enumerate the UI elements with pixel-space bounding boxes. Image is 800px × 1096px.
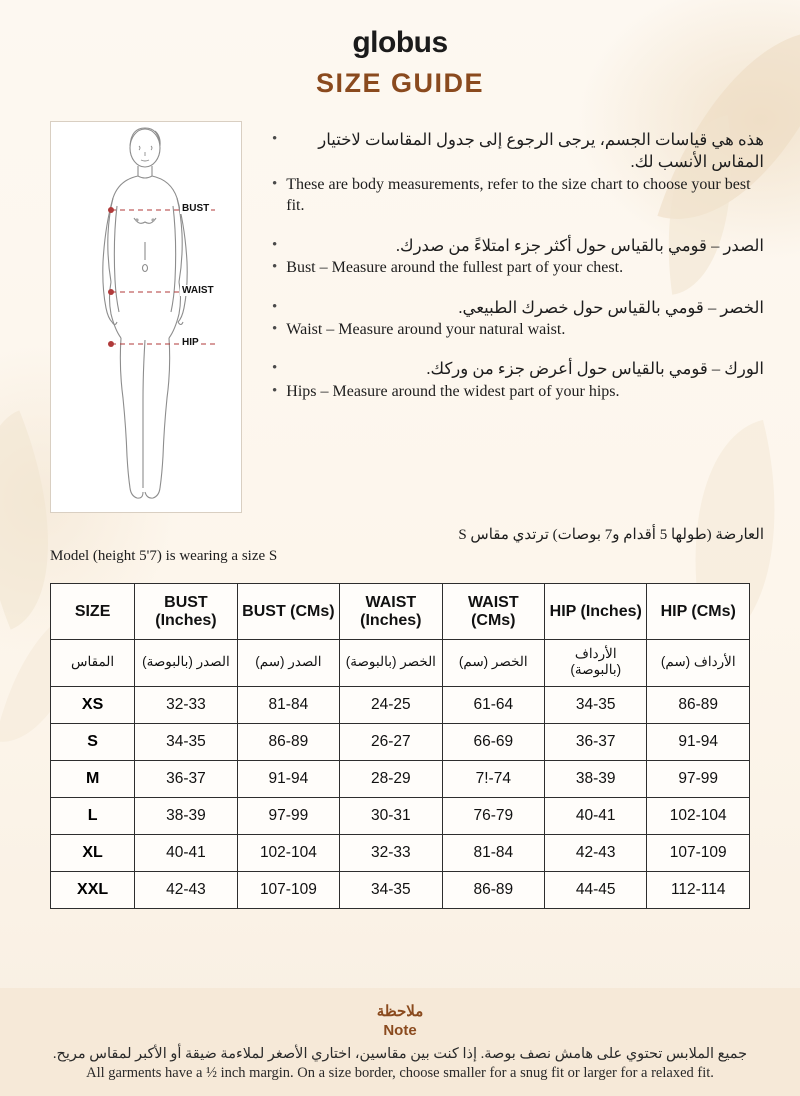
column-header: SIZE xyxy=(51,584,135,640)
column-header-arabic: الأرداف (سم) xyxy=(647,639,750,686)
column-header: HIP (CMs) xyxy=(647,584,750,640)
cell-waist-cms: 76-79 xyxy=(442,798,544,835)
cell-bust-cms: 81-84 xyxy=(237,687,339,724)
cell-hip-cms: 112-114 xyxy=(647,872,750,909)
table-header-row-en xyxy=(51,584,750,640)
cell-bust-inches: 42-43 xyxy=(135,872,237,909)
cell-bust-cms: 86-89 xyxy=(237,724,339,761)
column-header-arabic: الصدر (بالبوصة) xyxy=(135,639,237,686)
cell-waist-inches: 32-33 xyxy=(340,835,442,872)
column-header-arabic: الخصر (سم) xyxy=(442,639,544,686)
bullet-dot-icon: • xyxy=(272,236,278,253)
bullet-dot-icon: • xyxy=(272,320,278,337)
table-row xyxy=(51,798,750,835)
model-note-arabic: العارضة (طولها 5 أقدام و7 بوصات) ترتدي مقاس S xyxy=(458,527,764,543)
instruction-item xyxy=(272,297,764,341)
bullet-dot-icon: • xyxy=(272,360,278,377)
cell-hip-cms: 97-99 xyxy=(647,761,750,798)
cell-hip-cms: 102-104 xyxy=(647,798,750,835)
column-header: WAIST (Inches) xyxy=(340,584,442,640)
cell-bust-inches: 38-39 xyxy=(135,798,237,835)
cell-hip-inches: 44-45 xyxy=(545,872,647,909)
table-row xyxy=(51,872,750,909)
cell-bust-inches: 32-33 xyxy=(135,687,237,724)
cell-size: L xyxy=(51,798,135,835)
bullet-dot-icon: • xyxy=(272,175,278,192)
instructions-list xyxy=(272,121,764,513)
cell-waist-cms: 7!-74 xyxy=(442,761,544,798)
bullet-dot-icon: • xyxy=(272,382,278,399)
size-chart-table xyxy=(50,583,750,909)
instruction-arabic: الخصر – قومي بالقياس حول خصرك الطبيعي. xyxy=(458,297,764,317)
cell-hip-inches: 38-39 xyxy=(545,761,647,798)
instruction-english: Waist – Measure around your natural waist. xyxy=(286,320,566,338)
table-row xyxy=(51,835,750,872)
instruction-english: Bust – Measure around the fullest part of your chest. xyxy=(286,258,624,276)
cell-hip-inches: 40-41 xyxy=(545,798,647,835)
cell-bust-cms: 102-104 xyxy=(237,835,339,872)
cell-size: XS xyxy=(51,687,135,724)
note-label-arabic: ملاحظة xyxy=(376,1003,424,1020)
column-header-arabic: الصدر (سم) xyxy=(237,639,339,686)
cell-waist-inches: 24-25 xyxy=(340,687,442,724)
cell-size: XL xyxy=(51,835,135,872)
table-row xyxy=(51,761,750,798)
cell-size: S xyxy=(51,724,135,761)
column-header-arabic: الخصر (بالبوصة) xyxy=(340,639,442,686)
cell-waist-inches: 30-31 xyxy=(340,798,442,835)
brand-logo: globus xyxy=(352,26,448,59)
column-header: BUST (CMs) xyxy=(237,584,339,640)
note-body-english: All garments have a ½ inch margin. On a size border, choose smaller for a snug fit or larger for a relaxed fit. xyxy=(86,1065,714,1081)
note-body-arabic: جميع الملابس تحتوي على هامش نصف بوصة. إذا كنت بين مقاسين، اختاري الأصغر لملاءمة ضيقة أو الأكبر لمقاس مريح. xyxy=(52,1046,748,1062)
cell-hip-cms: 107-109 xyxy=(647,835,750,872)
cell-bust-cms: 91-94 xyxy=(237,761,339,798)
table-row xyxy=(51,687,750,724)
cell-bust-cms: 97-99 xyxy=(237,798,339,835)
cell-bust-inches: 36-37 xyxy=(135,761,237,798)
cell-bust-cms: 107-109 xyxy=(237,872,339,909)
page-title: SIZE GUIDE xyxy=(315,68,485,98)
table-row xyxy=(51,724,750,761)
column-header: BUST (Inches) xyxy=(135,584,237,640)
cell-hip-cms: 91-94 xyxy=(647,724,750,761)
column-header: WAIST (CMs) xyxy=(442,584,544,640)
column-header-arabic: الأرداف (بالبوصة) xyxy=(545,639,647,686)
model-note-english: Model (height 5'7) is wearing a size S xyxy=(50,548,278,564)
cell-hip-inches: 42-43 xyxy=(545,835,647,872)
model-figure-illustration xyxy=(50,121,242,513)
page-header xyxy=(0,0,800,99)
cell-waist-inches: 28-29 xyxy=(340,761,442,798)
instruction-item xyxy=(272,235,764,279)
note-label-english: Note xyxy=(383,1022,417,1039)
instruction-arabic: الصدر – قومي بالقياس حول أكثر جزء امتلاءً من صدرك. xyxy=(395,235,764,255)
bullet-dot-icon: • xyxy=(272,298,278,315)
figure-label-bust: BUST xyxy=(182,203,210,214)
figure-label-hip: HIP xyxy=(182,337,199,348)
cell-hip-cms: 86-89 xyxy=(647,687,750,724)
cell-waist-inches: 26-27 xyxy=(340,724,442,761)
bullet-dot-icon: • xyxy=(272,131,278,147)
footer-note xyxy=(0,988,800,1096)
cell-waist-inches: 34-35 xyxy=(340,872,442,909)
cell-waist-cms: 61-64 xyxy=(442,687,544,724)
figure-label-waist: WAIST xyxy=(182,285,214,296)
column-header-arabic: المقاس xyxy=(51,639,135,686)
column-header: HIP (Inches) xyxy=(545,584,647,640)
cell-hip-inches: 36-37 xyxy=(545,724,647,761)
cell-waist-cms: 86-89 xyxy=(442,872,544,909)
instruction-arabic: هذه هي قياسات الجسم، يرجى الرجوع إلى جدول المقاسات لاختيار المقاس الأنسب لك. xyxy=(318,130,764,172)
instruction-english: These are body measurements, refer to the size chart to choose your best fit. xyxy=(286,175,751,215)
instruction-arabic: الورك – قومي بالقياس حول أعرض جزء من وركك. xyxy=(426,359,764,379)
instruction-english: Hips – Measure around the widest part of your hips. xyxy=(286,382,620,400)
cell-hip-inches: 34-35 xyxy=(545,687,647,724)
model-note xyxy=(0,513,800,567)
cell-waist-cms: 66-69 xyxy=(442,724,544,761)
instruction-item xyxy=(272,129,764,217)
measurement-section xyxy=(0,121,800,513)
cell-bust-inches: 40-41 xyxy=(135,835,237,872)
instruction-item xyxy=(272,358,764,402)
cell-size: M xyxy=(51,761,135,798)
cell-bust-inches: 34-35 xyxy=(135,724,237,761)
bullet-dot-icon: • xyxy=(272,258,278,275)
table-header-row-ar xyxy=(51,639,750,686)
cell-waist-cms: 81-84 xyxy=(442,835,544,872)
female-body-outline-icon xyxy=(51,122,239,510)
cell-size: XXL xyxy=(51,872,135,909)
